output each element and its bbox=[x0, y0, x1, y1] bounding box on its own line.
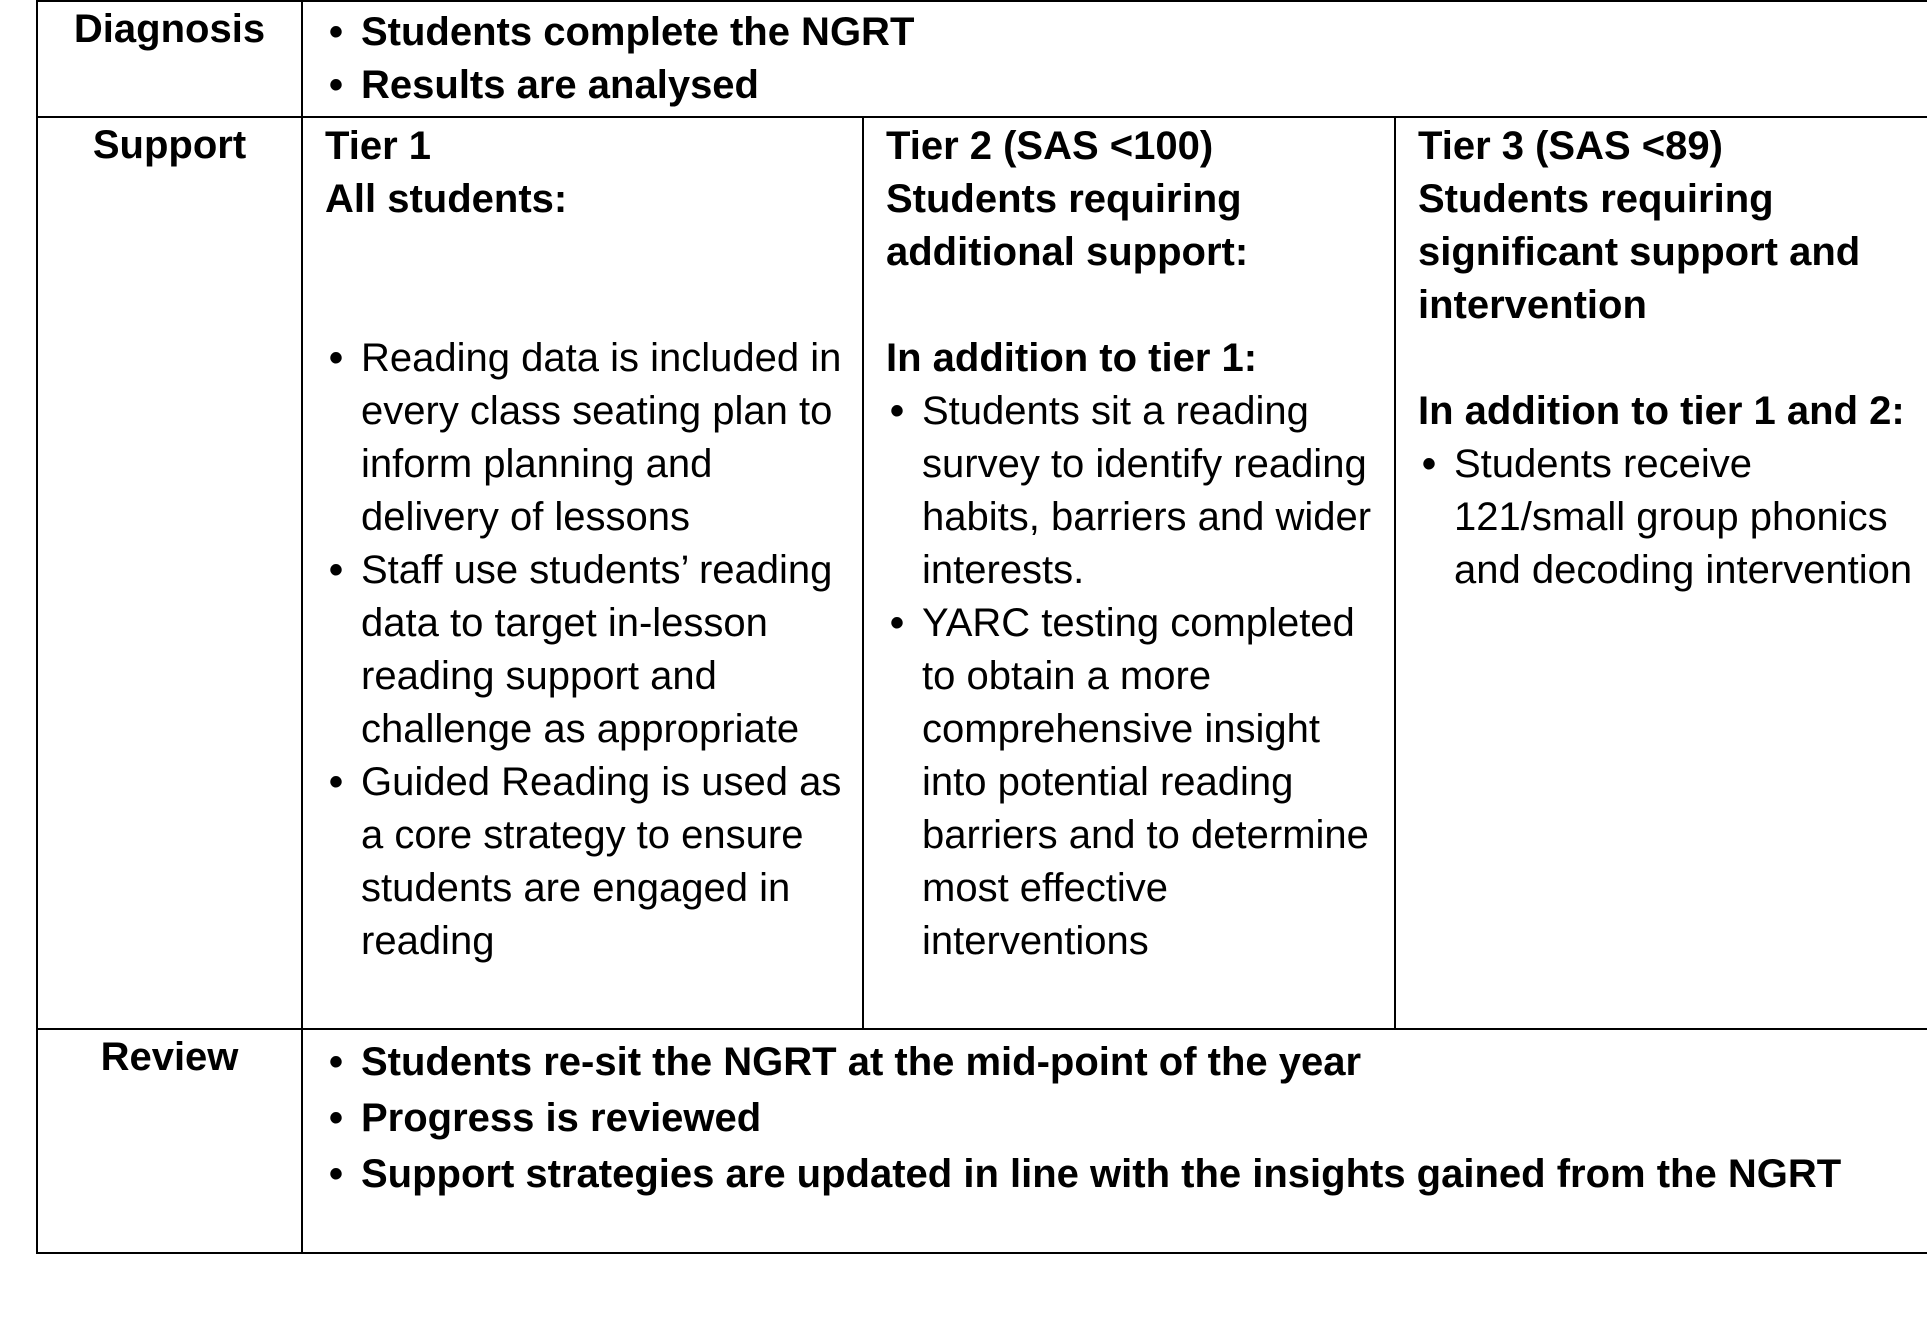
tier3-subtitle: Students requiring significant support and intervention bbox=[1418, 177, 1861, 327]
review-item: • Support strategies are updated in line with the insights gained from the NGRT bbox=[325, 1146, 1917, 1202]
tier3-cell bbox=[1395, 117, 1927, 1029]
tier3-title: Tier 3 (SAS <89) bbox=[1418, 124, 1723, 168]
review-content bbox=[302, 1029, 1927, 1253]
diagnosis-item: • Students complete the NGRT bbox=[325, 6, 1917, 59]
review-row bbox=[37, 1029, 1927, 1253]
tier1-title: Tier 1 bbox=[325, 124, 431, 168]
tier1-cell bbox=[302, 117, 863, 1029]
tier3-spacer bbox=[1418, 332, 1923, 385]
tier2-item: • YARC testing completed to obtain a more comprehensive insight into potential reading barriers and to determine most effective interventions bbox=[886, 597, 1384, 968]
tier2-title: Tier 2 (SAS <100) bbox=[886, 124, 1214, 168]
tier2-spacer bbox=[886, 279, 1384, 332]
tier3-item: • Students receive 121/small group phonics and decoding intervention bbox=[1418, 438, 1923, 597]
tier2-addition: In addition to tier 1: bbox=[886, 336, 1258, 380]
tier1-item: • Reading data is included in every class seating plan to inform planning and delivery of lessons bbox=[325, 332, 852, 544]
diagnosis-content bbox=[302, 1, 1927, 117]
tier2-cell bbox=[863, 117, 1395, 1029]
tier2-list bbox=[886, 385, 1384, 968]
tier3-addition: In addition to tier 1 and 2: bbox=[1418, 389, 1905, 433]
tier3-list bbox=[1418, 438, 1923, 597]
tier1-item: • Staff use students’ reading data to target in-lesson reading support and challenge as appropriate bbox=[325, 544, 852, 756]
review-item: • Progress is reviewed bbox=[325, 1090, 1917, 1146]
tier2-item: • Students sit a reading survey to identify reading habits, barriers and wider interests. bbox=[886, 385, 1384, 597]
tier1-subtitle: All students: bbox=[325, 177, 568, 221]
diagnosis-row bbox=[37, 1, 1927, 117]
tier2-subtitle: Students requiring additional support: bbox=[886, 177, 1249, 274]
review-label: Review bbox=[37, 1029, 302, 1253]
tier1-item: • Guided Reading is used as a core strategy to ensure students are engaged in reading bbox=[325, 756, 852, 968]
support-label: Support bbox=[37, 117, 302, 1029]
review-item: • Students re-sit the NGRT at the mid-point of the year bbox=[325, 1034, 1917, 1090]
tier1-spacer bbox=[325, 226, 852, 332]
diagnosis-label: Diagnosis bbox=[37, 1, 302, 117]
reading-strategy-table bbox=[36, 0, 1927, 1254]
review-list bbox=[325, 1034, 1917, 1202]
tier1-list bbox=[325, 332, 852, 968]
diagnosis-list bbox=[325, 6, 1917, 112]
diagnosis-item: • Results are analysed bbox=[325, 59, 1917, 112]
support-row bbox=[37, 117, 1927, 1029]
